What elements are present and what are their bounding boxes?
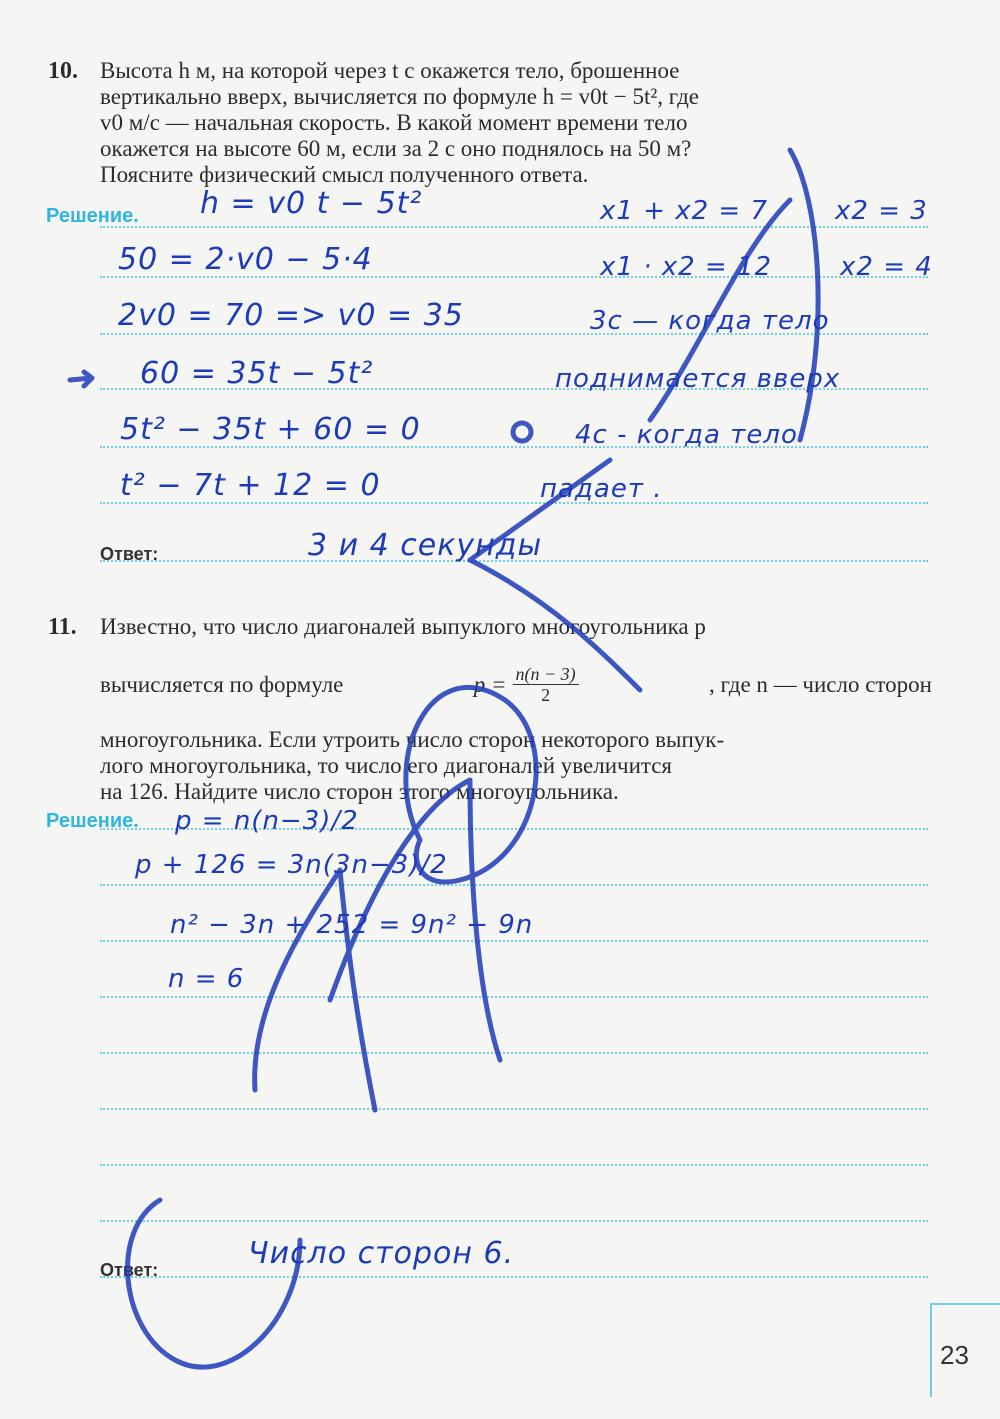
task-10-line: v0 м/с — начальная скорость. В какой момент времени тело	[100, 110, 688, 135]
hw-vieta: x1 · x2 = 12	[600, 252, 773, 282]
task-11-line: лого многоугольника, то число его диагоналей увеличится	[100, 753, 673, 778]
task-11-line: на 126. Найдите число сторон этого многоугольника.	[100, 779, 619, 804]
hw-explanation: 4с - когда тело	[575, 420, 798, 450]
hw-root: x2 = 3	[835, 196, 928, 226]
hw-line: t² − 7t + 12 = 0	[120, 468, 381, 503]
task-10-number: 10.	[48, 58, 78, 84]
formula-denominator: 2	[541, 685, 551, 705]
hw-explanation: поднимается вверх	[555, 364, 841, 394]
hw-line: p = n(n−3)/2	[175, 806, 359, 836]
hw-line: p + 126 = 3n(3n−3)/2	[135, 850, 448, 880]
task-10-line: окажется на высоте 60 м, если за 2 с оно поднялось на 50 м?	[100, 136, 692, 161]
hw-vieta: x1 + x2 = 7	[600, 196, 769, 226]
task-10-solution-label: Решение.	[46, 205, 139, 227]
task-10-line: Поясните физический смысл полученного ответа.	[100, 162, 589, 187]
task-11-line: вычисляется по формуле	[100, 671, 344, 697]
hw-line: n = 6	[168, 964, 245, 994]
task-11-solution-label: Решение.	[46, 810, 139, 832]
task-10-answer: 3 и 4 секунды	[308, 528, 543, 563]
task-10-line: вертикально вверх, вычисляется по формуле h = v0t − 5t², где	[100, 84, 699, 109]
hw-line: n² − 3n + 252 = 9n² − 9n	[170, 910, 534, 940]
hw-explanation: 3с — когда тело	[590, 306, 830, 336]
formula-numerator: n(n − 3)	[513, 664, 579, 685]
hw-line: 5t² − 35t + 60 = 0	[120, 412, 421, 447]
formula-lhs: p =	[473, 671, 507, 697]
task-10-line: Высота h м, на которой через t с окажется тело, брошенное	[100, 58, 680, 83]
task-11-line: Известно, что число диагоналей выпуклого многоугольника p	[100, 614, 706, 639]
hw-line: 50 = 2·v0 − 5·4	[118, 242, 373, 277]
hw-explanation: падает .	[540, 474, 663, 504]
task-11-line: , где n — число сторон	[708, 671, 932, 697]
task-11-number: 11.	[48, 614, 77, 640]
hw-root: x2 = 4	[840, 252, 933, 282]
task-11-answer: Число сторон 6.	[248, 1236, 515, 1271]
page-number: 23	[940, 1340, 969, 1370]
task-10-answer-label: Ответ:	[100, 544, 159, 564]
task-11-answer-label: Ответ:	[100, 1260, 159, 1280]
task-11-line: многоугольника. Если утроить число сторон некоторого выпук-	[100, 727, 725, 752]
hw-formula: h = v0 t − 5t²	[200, 186, 423, 221]
hw-line: 2v0 = 70 => v0 = 35	[118, 298, 464, 333]
hw-line: 60 = 35t − 5t²	[140, 356, 374, 391]
